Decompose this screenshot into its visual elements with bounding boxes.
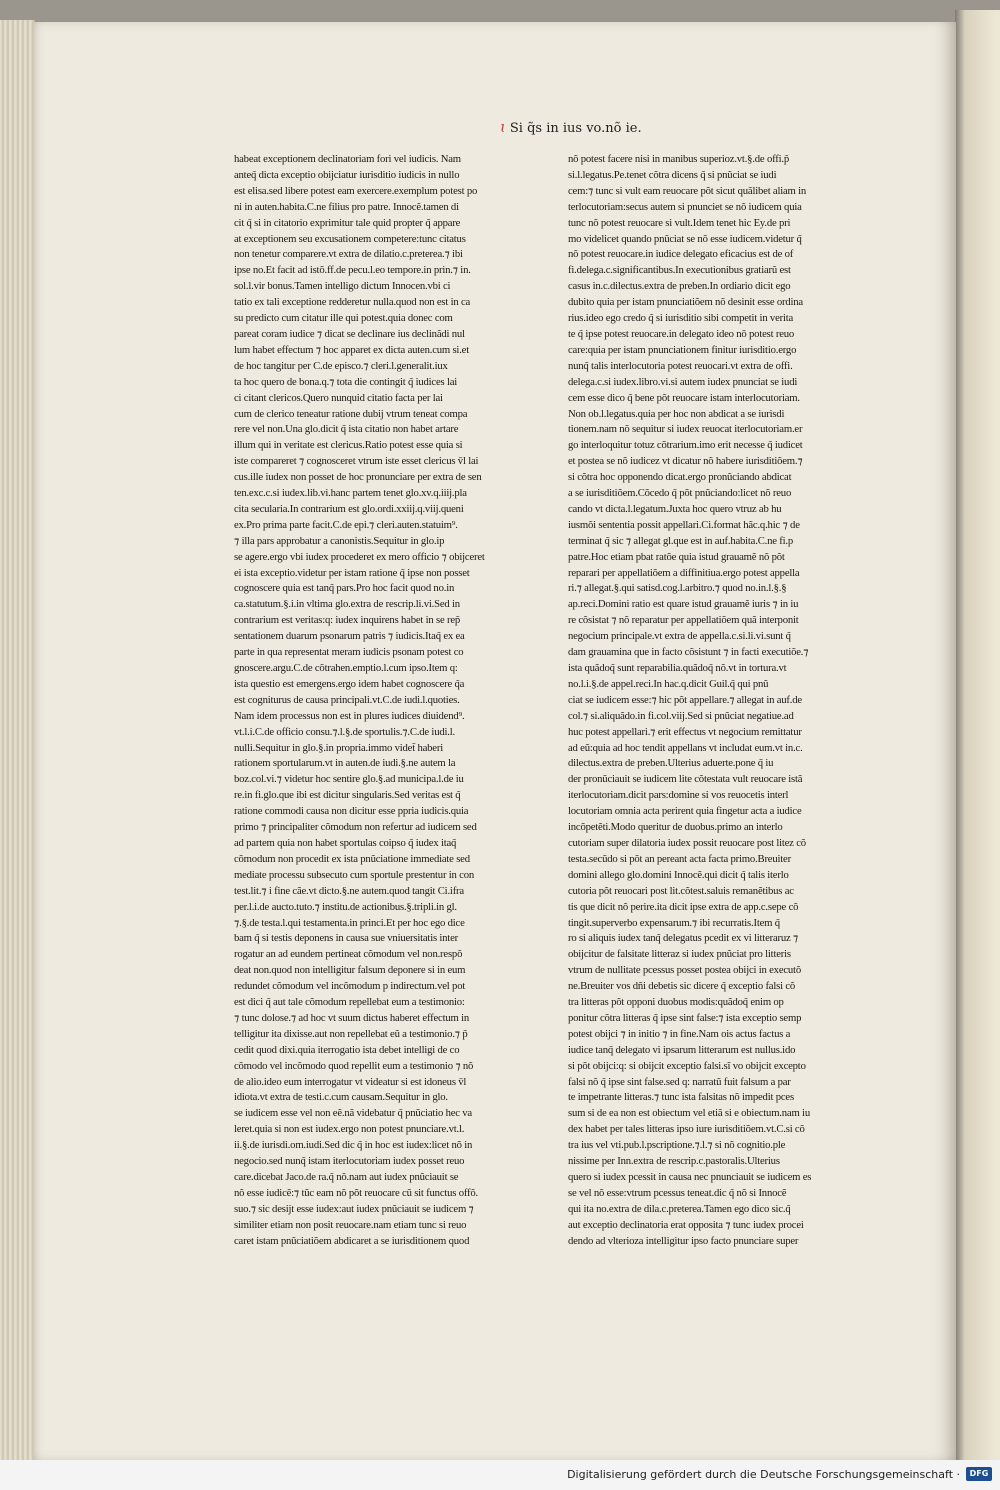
text-line: lum habet effectum ⁊ hoc apparet ex dicta auten.cum si.et (234, 343, 469, 356)
text-line: deat non.quod non intelligitur falsum deponere si in eum (234, 964, 466, 977)
text-line: est dici q̃ aut tale cõmodum repellebat eum a testimonio: (234, 996, 465, 1009)
text-line: nunq̃ talis interlocutoria potest reuocari.vt extra de offi. (568, 359, 793, 372)
text-line: nõ potest facere nisi in manibus superioz.vt.§.de offi.p̃ (568, 153, 790, 165)
text-line: iste compareret ⁊ cognosceret vtrum iste esset clericus v̄l lai (234, 455, 479, 468)
text-line: qui ita no.extra de dila.c.preterea.Tamen ego dico sic.q̃ (568, 1202, 791, 1215)
text-line: nissime per Inn.extra de rescrip.c.pastoralis.Ulterius (568, 1155, 780, 1168)
text-line: cutoria põt reuocari post lit.cõtest.saluis remanẽtibus ac (568, 884, 794, 897)
text-line: cando vt dicta.l.legatum.Juxta hoc quero vtruz ab hu (568, 502, 782, 515)
text-line: dam grauamina que in facto cõsistunt ⁊ in facti executiõe.⁊ (568, 646, 809, 659)
text-line: se iudicem esse vel non eẽ.nã videbatur q̃ pnũciatio hec va (234, 1107, 472, 1120)
text-line: incõpetẽti.Modo queritur de duobus.primo an interlo (568, 821, 783, 834)
text-line: Non ob.l.legatus.quia per hoc non abdicat a se iurisdi (568, 407, 785, 420)
text-line: cita secularia.In contrarium est glo.ordi.xxiij.q.viij.queni (234, 502, 464, 515)
text-line: ex.Pro prima parte facit.C.de epi.⁊ cleri.auten.statuim⁹. (234, 518, 458, 531)
dfg-logo: DFG (966, 1467, 992, 1481)
text-line: bam q̃ si testis deponens in causa sue vniuersitatis inter (234, 932, 458, 945)
text-line: sum si de ea non est obiectum vel etiã si e obiectum.nam iu (568, 1107, 810, 1120)
text-line: illum qui in veritate est clericus.Ratio potest esse quia si (234, 439, 463, 452)
text-line: test.lit.⁊ i fine cãe.vt dicto.§.ne autem.quod tangit Ci.ifra (234, 884, 464, 897)
text-line: ad eũ:quia ad hoc tendit appellans vt includat eum.vt in.c. (568, 741, 803, 754)
text-line: ap.reci.Domini ratio est quare istud grauamẽ iuris ⁊ in iu (568, 598, 799, 611)
text-line: sentationem duarum psonarum patris ⁊ iudicis.Itaq̃ ex ea (234, 630, 465, 643)
text-line: aut exceptio declinatoria erat opposita ⁊ tunc iudex procei (568, 1218, 804, 1231)
text-line: terlocutoriam:secus autem si pnunciet se nõ iudicem quia (568, 200, 802, 213)
text-line: similiter etiam non posit reuocare.nam etiam tunc si reuo (234, 1218, 467, 1231)
text-line: dubito quia per istam pnunciatiõem nõ desinit esse ordina (568, 296, 803, 309)
text-line: gnoscere.argu.C.de cõtrahen.emptio.l.cum ipso.Item q: (234, 662, 458, 674)
text-line: testa.secũdo si põt an pereant acta facta primo.Breuiter (568, 852, 791, 865)
text-line: mediate processu subsecuto cum sportule prestentur in con (234, 868, 474, 881)
text-line: nõ esse iudicẽ:⁊ tũc eam nõ põt reuocare cũ sit functus offõ. (234, 1186, 478, 1199)
text-line: re cõsistat ⁊ nõ reparatur per appellatiõem quã interponit (568, 614, 799, 627)
text-line: redundet cõmodum vel incõmodum p indirectum.vel pot (234, 980, 466, 993)
text-line: cõmodum non procedit ex ista pnũciatione immediate sed (234, 852, 470, 865)
text-line: cognoscere quia est tanq̃ pars.Pro hoc facit quod no.in (234, 582, 455, 595)
text-line: cit q̃ si in citatorio exprimitur tale quid propter q̃ appare (234, 216, 461, 229)
text-line: de alio.ideo eum interrogatur vt videatur si est idoneus v̄l (234, 1075, 467, 1088)
text-line: tatio ex tali exceptione redderetur nulla.quod non est in ca (234, 296, 471, 309)
text-line: at exceptionem seu excusationem competere:tunc citatus (234, 232, 466, 245)
text-line: locutoriam omnia acta perirent quia fingetur acta a iudice (568, 805, 802, 818)
text-line: cedit quod dixi.quia iterrogatio ista debet intelligi de co (234, 1043, 460, 1056)
text-line: reparari per appellatiõem a diffinitiua.ergo potest appella (568, 566, 800, 579)
text-line: caret istam pnũciatiõem abdicaret a se iurisditionem quod (234, 1234, 470, 1247)
text-line: care.dicebat Jaco.de ra.q̃ nõ.nam aut iudex pnũciauit se (234, 1171, 459, 1183)
text-line: no.l.i.§.de appel.reci.In hac.q.dicit Guil.q̃ qui pnũ (568, 677, 769, 690)
text-line: est cogniturus de causa principali.vt.C.de iudi.l.quoties. (234, 693, 460, 706)
text-line: ni in auten.habita.C.ne filius pro patre. Innocẽ.tamen di (234, 200, 459, 213)
text-line: rationem sportularum.vt in auten.de iudi.§.ne autem la (234, 757, 456, 770)
text-line: go interloquitur totuz cõtrarium.imo erit necesse q̃ iudicet (568, 439, 803, 452)
text-line: per.l.i.de aucto.tuto.⁊ institu.de actionibus.§.tripli.in gl. (234, 900, 457, 913)
text-line: ne.Breuiter vos dñi debetis sic dicere q̃ exceptio falsi cõ (568, 980, 796, 993)
text-line: patre.Hoc etiam pbat ratõe quia istud grauamẽ nõ põt (568, 550, 785, 563)
text-line: rogatur an ad eundem pertineat cõmodum vel non.respõ (234, 948, 463, 961)
text-column-left (234, 152, 538, 1247)
text-line: te impetrante litteras.⁊ tunc ista falsitas nõ impedit pces (568, 1091, 794, 1104)
text-line: falsi nõ q̃ ipse sint false.sed q: narratũ fuit falsum a par (568, 1075, 791, 1088)
text-line: ri.⁊ allegat.§.qui satisd.cog.l.arbitro.⁊ quod no.in.l.§.§ (568, 582, 787, 595)
text-line: si.l.legatus.Pe.tenet cõtra dicens q̃ si pnũciat se iudi (568, 168, 777, 181)
text-line: dilectus.extra de preben.Ulterius aduerte.pone q̃ iu (568, 757, 774, 770)
text-line: si cõtra hoc opponendo dicat.ergo pronũciando abdicat (568, 471, 792, 484)
text-line: ista quãdoq̃ sunt reparabilia.quãdoq̃ nõ.vt in tortura.vt (568, 662, 787, 674)
text-line: telligitur ita dixisse.aut non repellebat eũ a testimonio.⁊ p̃ (234, 1027, 468, 1040)
text-line: iterlocutoriam.dicit pars:domine si vos reuocetis interl (568, 789, 789, 802)
text-line: ipse no.Et facit ad istõ.ff.de pecu.l.eo tempore.in prin.⁊ in. (234, 264, 471, 277)
text-line: tingit.superverbo expensarum.⁊ ibi recurratis.Item q̃ (568, 916, 780, 929)
text-line: fi.delega.c.significantibus.In executionibus gratiarũ est (568, 264, 791, 277)
text-line: dex habet per tales litteras ipso iure iurisditiõem.vt.C.si cõ (568, 1123, 805, 1136)
text-line: cem:⁊ tunc si vult eam reuocare põt sicut quãlibet aliam in (568, 184, 807, 197)
text-line: iusmõi sententia possit appellari.Ci.format hãc.q.hic ⁊ de (568, 518, 800, 531)
text-line: anteq̃ dicta exceptio obijciatur iurisditio iudicis in nullo (234, 168, 460, 181)
text-line: se agere.ergo vbi iudex procederet ex mero officio ⁊ obijceret (234, 550, 485, 563)
text-line: quero si iudex pcessit in causa nec pnunciauit se iudicem es (568, 1171, 812, 1183)
text-line: col.⁊ si.aliquãdo.in fi.col.viij.Sed si pnũciat negatiue.ad (568, 709, 794, 722)
text-line: terminat q̃ sic ⁊ allegat gl.que est in auf.habita.C.ne fi.p (568, 534, 794, 547)
text-line: ad partem quia non habet sportulas coipso q̃ iudex itaq̃ (234, 836, 457, 849)
text-line: vt.l.i.C.de officio consu.⁊.l.§.de sportulis.⁊.C.de iudi.l. (234, 725, 455, 738)
text-line: a se iurisditiõem.Cõcedo q̃ põt pnũciando:licet nõ reuo (568, 487, 792, 500)
text-line: habeat exceptionem declinatoriam fori vel iudicis. Nam (234, 153, 461, 165)
text-line: suo.⁊ sic desijt esse iudex:aut iudex pnũciauit se iudicem ⁊ (234, 1202, 474, 1215)
text-line: ci citant clericos.Quero nunquid citatio facta per lai (234, 391, 443, 404)
text-line: potest obijci ⁊ in initio ⁊ in fine.Nam ois actus factus a (568, 1027, 791, 1040)
text-line: est elisa.sed libere potest eam exercere.exemplum potest po (234, 184, 478, 197)
text-line: pareat coram iudice ⁊ dicat se declinare ius declinãdi nul (234, 327, 465, 340)
text-line: se vel nõ esse:vtrum pcessus teneat.dic q̃ nõ si Innocẽ (568, 1186, 787, 1199)
text-line: ratione commodi causa non dicitur esse ppria iudicis.quia (234, 805, 469, 818)
text-line: nulli.Sequitur in glo.§.in propria.immo videt̃ haberi (234, 741, 443, 754)
text-line: contrarium est veritas:q: iudex inquirens habet in se rep̃ (234, 614, 461, 627)
text-line: ⁊ illa pars approbatur a canonistis.Sequitur in glo.ip (234, 534, 445, 547)
text-line: Nam idem processus non est in plures iudices diuidend⁹. (234, 709, 465, 722)
text-line: ⁊ tunc dolose.⁊ ad hoc vt suum dictus haberet effectum in (234, 1011, 469, 1024)
text-line: ei ista exceptio.videtur per istam ratione q̃ ipse non posset (234, 566, 470, 579)
text-line: der pronũciauit se iudicem lite cõtestata vult reuocare istã (568, 773, 803, 786)
text-line: cus.ille iudex non posset de hoc pronunciare per extra de sen (234, 471, 482, 484)
text-line: rius.ideo ego credo q̃ si iurisditio sibi competit in verita (568, 312, 794, 325)
text-line: delega.c.si iudex.libro.vi.si autem iudex pnunciat se iudi (568, 375, 798, 388)
rubric-mark-icon: ɩ (500, 118, 506, 136)
text-line: et postea se nõ iudicez vt dicatur nõ habere iurisditiõem.⁊ (568, 455, 803, 468)
text-line: negocio.sed nunq̃ istam iterlocutoriam iudex posset reuo (234, 1155, 465, 1168)
text-line: dendo ad vlterioza intelligitur ipso facto pnunciare super (568, 1234, 799, 1247)
running-title (500, 118, 642, 136)
text-line: si põt obijci:q: si obijcit exceptio falsi.sĩ vo obijcit excepto (568, 1059, 806, 1072)
running-title-text: Si q̃s in ius vo.nõ ie. (509, 121, 642, 136)
book-page-edges (0, 20, 35, 1460)
text-line: ten.exc.c.si iudex.lib.vi.hanc partem tenet glo.xv.q.iiij.pla (234, 487, 467, 500)
text-line: ro si aliquis iudex tanq̃ delegatus pcedit ex vi litteraruz ⁊ (568, 932, 799, 945)
text-line: ii.§.de iurisdi.om.iudi.Sed dic q̃ in hoc est iudex:licet nõ in (234, 1139, 473, 1152)
text-line: casus in.c.dilectus.extra de preben.In ordiario dicit ego (568, 280, 791, 293)
text-line: tunc nõ potest reuocare si vult.Idem tenet hic Ey.de pri (568, 216, 791, 229)
text-line: cutoriam super dilatoria iudex possit reuocare post litez cõ (568, 836, 806, 849)
text-line: ca.statutum.§.i.in vltima glo.extra de rescrip.li.vi.Sed in (234, 598, 460, 611)
text-line: tra ius vel vti.pub.l.pscriptione.⁊.l.⁊ si nõ cognitio.ple (568, 1139, 786, 1152)
text-line: leret.quia si non est iudex.ergo non potest pnunciare.vt.l. (234, 1123, 465, 1136)
text-line: vtrum de nullitate pcessus posset postea obijci in executõ (568, 964, 801, 977)
text-line: tis que dicit nõ perire.ita dicit ipse extra de app.c.sepe cõ (568, 900, 799, 913)
text-line: de hoc tangitur per C.de episco.⁊ cleri.l.generalit.iux (234, 359, 448, 372)
text-line: domini allego glo.domini Innocẽ.qui dicit q̃ talis iterlo (568, 868, 789, 881)
text-line: su predicto cum citatur ille qui potest.quia donec com (234, 312, 453, 325)
text-line: primo ⁊ principaliter cõmodum non refertur ad iudicem sed (234, 821, 477, 834)
text-line: rere vel non.Una glo.dicit q̃ ista citatio non habet artare (234, 423, 459, 436)
text-line: iudice tanq̃ delegato vi ipsarum litterarum est nullus.ido (568, 1043, 796, 1056)
text-line: mo videlicet quando pnũciat se nõ esse iudicem.videtur q̃ (568, 232, 802, 245)
text-line: tionem.nam nõ sequitur si iudex reuocat iterlocutoriam.er (568, 423, 803, 436)
text-line: parte in qua representat meram iudicis psonam potest co (234, 646, 464, 659)
text-line: huc potest appellari.⁊ erit effectus vt negocium remittatur (568, 725, 802, 738)
text-line: ista questio est emergens.ergo idem habet cognoscere q̃a (234, 677, 465, 690)
text-line: sol.l.vir bonus.Tamen intelligo dictum Innocen.vbi ci (234, 280, 451, 293)
text-line: ⁊.§.de testa.l.qui testamenta.in princi.Et per hoc ego dice (234, 916, 465, 929)
facing-page-edge (955, 10, 1000, 1460)
text-line: ciat se iudicem esse:⁊ hic põt appellare.⁊ allegat in auf.de (568, 693, 802, 706)
text-line: ta hoc quero de bona.q.⁊ tota die contingit q̃ iudices lai (234, 375, 458, 388)
text-line: negocium principale.vt extra de appella.c.si.li.vi.sunt q̃ (568, 630, 791, 643)
text-line: care:quia per istam pnunciationem finitur iurisditio.ergo (568, 343, 797, 356)
text-line: te q̃ ipse potest reuocare.in delegato ideo nõ potest reuo (568, 327, 795, 340)
text-line: obijcitur de falsitate litteraz si iudex pnũciat pro litteris (568, 948, 791, 961)
text-line: ponitur cõtra litteras q̃ ipse sint false:⁊ ista exceptio semp (568, 1011, 802, 1024)
text-line: boz.col.vi.⁊ videtur hoc sentire glo.§.ad municipa.l.de iu (234, 773, 464, 786)
text-line: nõ potest reuocare.in iudice delegato eficacius est de of (568, 248, 794, 261)
text-line: re.in fi.glo.que ibi est dicitur singularis.Sed veritas est q̃ (234, 789, 461, 802)
text-line: idiota.vt extra de testi.c.cum causam.Sequitur in glo. (234, 1091, 448, 1104)
text-column-right (568, 152, 872, 1247)
text-line: cõmodo vel incõmodo quod repellit eum a testimonio ⁊ nõ (234, 1059, 474, 1072)
text-line: tra litteras põt opponi duobus modis:quãdoq̃ enim op (568, 996, 784, 1009)
footer-credit: Digitalisierung gefördert durch die Deutsche Forschungsgemeinschaft · (567, 1468, 960, 1481)
text-line: cum de clerico teneatur ratione dubij vtrum teneat compa (234, 407, 468, 420)
footer-bar (0, 1460, 1000, 1490)
text-line: non tenetur comparere.vt extra de dilatio.c.preterea.⁊ ibi (234, 248, 463, 261)
text-line: cem esse dico q̃ bene põt reuocare istam interlocutoriam. (568, 391, 800, 404)
